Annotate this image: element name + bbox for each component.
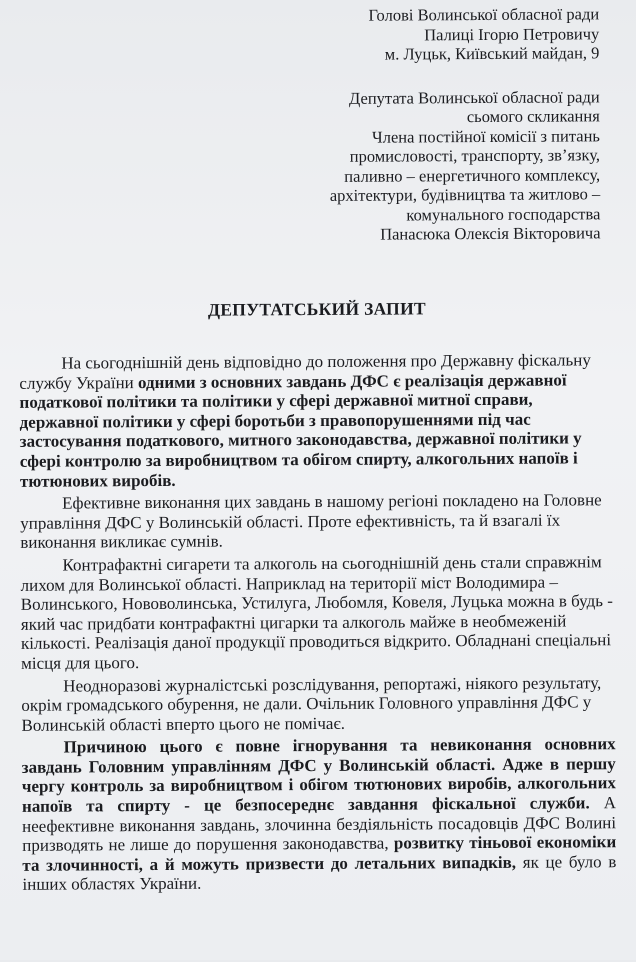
paragraph-5-bold-text: Причиною цього є повне ігнорування та невиконання основних завдань Головним управлінням ДФС у Волинській області. Адже в першу чергу контроль за виробництвом і обігом тютюнових виробів, алкогольних напоїв та спирту - це безпосереднє завдання фіскальної служби.: [21, 734, 616, 816]
paragraph-5: [22, 734, 617, 894]
sender-line: комунального господарства: [406, 203, 601, 224]
paragraph-5-text-2: як це було в інших областях України.: [22, 852, 617, 895]
sender-line: сьомого скликання: [466, 106, 600, 127]
paragraph-5-bold-text-2: розвитку тіньової економіки та злочинності, а й можуть призвести до летальних випадків,: [22, 832, 617, 875]
paragraph-1-text: На сьогоднішній день відповідно до положення про Державну фіскальну службу України: [19, 350, 591, 393]
addressee-line: Палиці Ігорю Петровичу: [424, 23, 600, 44]
paragraph-3: Контрафактні сигарети та алкоголь на сьогоднішній день стали справжнім лихом для Волинської області. Наприклад на території міст Володимира – Волинського, Нововолинська, Устилуга, Любомля, Ковеля, Луцька можна в будь - який час придбати контрафактні цигарки та алкоголь майже в необмеженій кількості. Реалізація даної продукції проводиться відкрито. Обладнані спеціальні місця для цього.: [20, 552, 613, 673]
addressee-line: Голові Волинської обласної ради: [368, 4, 600, 25]
paragraph-1-bold-text: одними з основних завдань ДФС є реалізація державної податкової політики та політики у сфері державної митної справи, державної політики у сфері боротьби з правопорушеннями під час застосування податкового, митного законодавства, державної політики у сфері контролю за виробництвом та обігом спирту, алкогольних напоїв і тютюнових виробів.: [19, 370, 582, 491]
paragraph-5-text: А неефективне виконання завдань, злочинна бездіяльність посадовців ДФС Волині призводять не лише до порушення законодавства,: [22, 793, 617, 856]
addressee-line: м. Луцьк, Київський майдан, 9: [384, 43, 600, 64]
paragraph-4: Неодноразові журналістські розслідування, репортажі, ніякого результату, окрім громадського обурення, не дали. Очільник Головного управління ДФС у Волинській області вперто цього не помічає.: [21, 672, 602, 735]
sender-line: Члена постійної комісії з питань: [371, 125, 600, 147]
sender-line: архітектури, будівництва та житлово –: [329, 184, 601, 205]
sender-line: Депутата Волинської обласної ради: [348, 86, 600, 108]
sender-line: Панасюка Олексія Вікторовича: [380, 223, 601, 244]
document-body: [19, 350, 616, 898]
paragraph-1: [19, 350, 614, 491]
paragraph-2: Ефективне виконання цих завдань в нашому регіоні покладено на Головне управління ДФС у Волинській області. Проте ефективність, та й взагалі їх виконання викликає сумнів.: [20, 490, 602, 553]
address-block: [279, 4, 600, 244]
sender-line: промисловості, транспорту, зв’язку,: [349, 145, 601, 166]
sender-line: паливно – енергетичного комплексу,: [344, 164, 601, 186]
document-title: ДЕПУТАТСЬКИЙ ЗАПИТ: [207, 298, 426, 320]
